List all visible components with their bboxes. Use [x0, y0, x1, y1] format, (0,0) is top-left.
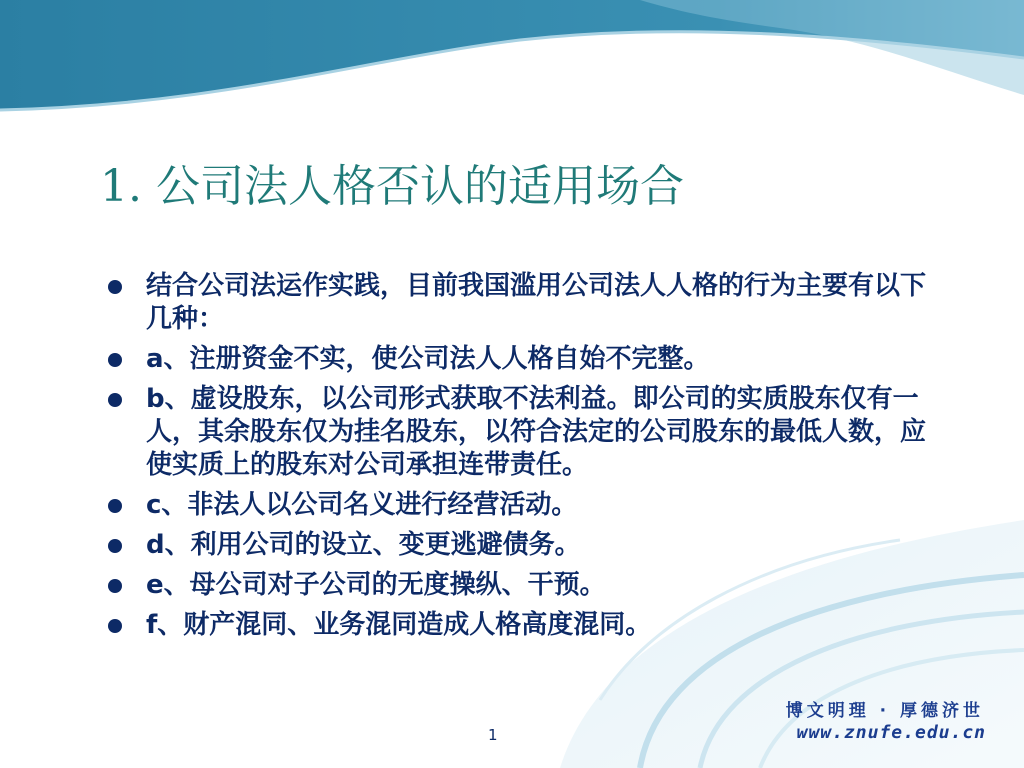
list-item [106, 569, 936, 602]
bullet-icon [108, 393, 122, 407]
bullet-list [106, 270, 936, 649]
bullet-icon [108, 579, 122, 593]
list-item [106, 489, 936, 522]
bullet-icon [108, 353, 122, 367]
bullet-text: c、非法人以公司名义进行经营活动。 [146, 490, 578, 520]
list-item [106, 383, 936, 482]
list-item [106, 529, 936, 562]
bullet-text: d、利用公司的设立、变更逃避债务。 [146, 530, 581, 560]
list-item [106, 270, 936, 336]
bullet-icon [108, 539, 122, 553]
bullet-text: 结合公司法运作实践，目前我国滥用公司法人人格的行为主要有以下几种： [146, 271, 927, 334]
footer-url: www.znufe.edu.cn [796, 722, 986, 743]
list-item [106, 609, 936, 642]
bullet-text: a、注册资金不实，使公司法人人格自始不完整。 [146, 344, 710, 374]
bullet-text: b、虚设股东，以公司形式获取不法利益。即公司的实质股东仅有一人，其余股东仅为挂名股东，以符合法定的公司股东的最低人数，应使实质上的股东对公司承担连带责任。 [146, 384, 927, 480]
bullet-icon [108, 280, 122, 294]
slide-title: 1. 公司法人格否认的适用场合 [100, 161, 684, 212]
bullet-text: e、母公司对子公司的无度操纵、干预。 [146, 570, 606, 600]
footer-motto: 博文明理 · 厚德济世 [785, 701, 984, 721]
bullet-icon [108, 499, 122, 513]
page-number: 1 [488, 726, 498, 744]
bullet-icon [108, 619, 122, 633]
header-highlight [640, 0, 1024, 95]
bullet-text: f、财产混同、业务混同造成人格高度混同。 [146, 610, 652, 640]
list-item [106, 343, 936, 376]
